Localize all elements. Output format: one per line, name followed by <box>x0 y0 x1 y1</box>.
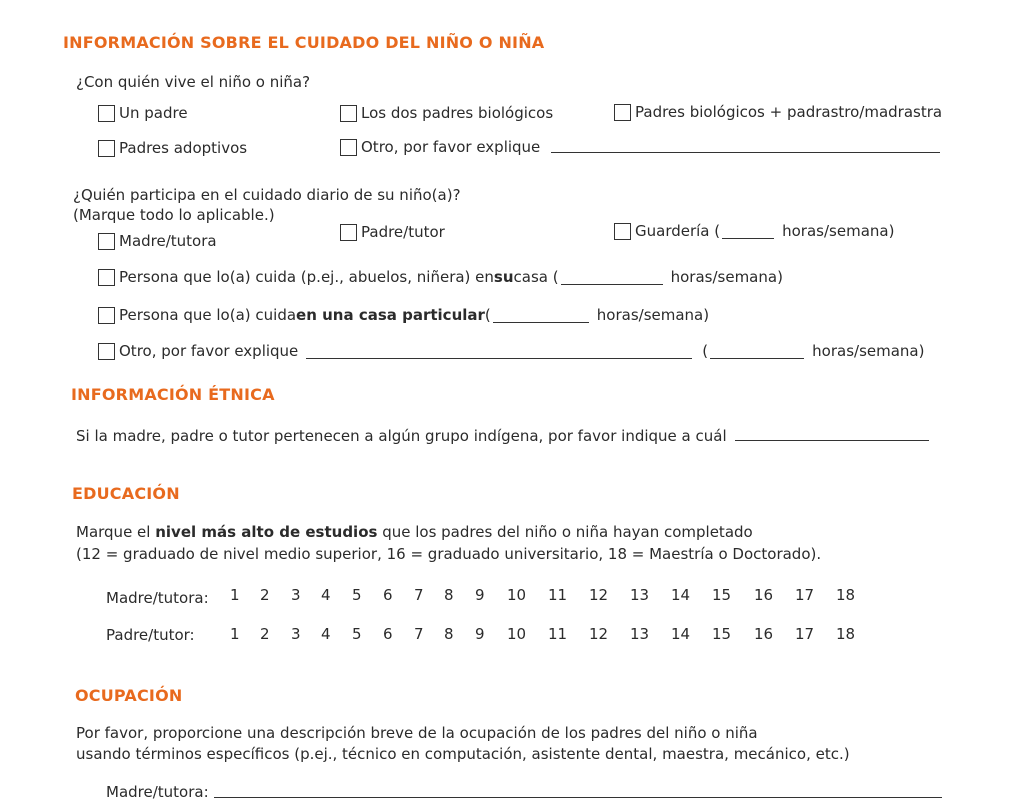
care-question-note: (Marque todo lo aplicable.) <box>73 206 275 224</box>
checkbox[interactable] <box>98 269 115 286</box>
checkbox[interactable] <box>340 105 357 122</box>
father-education-level-4[interactable]: 4 <box>321 625 331 643</box>
father-education-level-6[interactable]: 6 <box>383 625 393 643</box>
care-other[interactable]: Otro, por favor explique ( horas/semana) <box>98 342 924 360</box>
daycare-hours-line[interactable] <box>722 224 774 239</box>
option-both-bio-parents[interactable]: Los dos padres biológicos <box>340 104 553 122</box>
private-hours-line[interactable] <box>493 308 589 323</box>
ethnic-heading: INFORMACIÓN ÉTNICA <box>71 385 275 404</box>
ethnic-question: Si la madre, padre o tutor pertenecen a algún grupo indígena, por favor indique a cuál <box>76 426 929 445</box>
father-education-level-15[interactable]: 15 <box>712 625 732 643</box>
father-education-level-11[interactable]: 11 <box>548 625 568 643</box>
checkbox[interactable] <box>98 233 115 250</box>
father-education-level-8[interactable]: 8 <box>444 625 454 643</box>
checkbox[interactable] <box>98 105 115 122</box>
father-education-level-17[interactable]: 17 <box>795 625 815 643</box>
father-education-level-16[interactable]: 16 <box>754 625 774 643</box>
father-education-level-14[interactable]: 14 <box>671 625 691 643</box>
checkbox[interactable] <box>614 104 631 121</box>
father-education-level-2[interactable]: 2 <box>260 625 270 643</box>
father-education-level-13[interactable]: 13 <box>630 625 650 643</box>
option-adoptive-parents[interactable]: Padres adoptivos <box>98 139 247 157</box>
mother-occupation-label: Madre/tutora: <box>106 783 209 801</box>
mother-education-level-14[interactable]: 14 <box>671 586 691 604</box>
mother-education-level-2[interactable]: 2 <box>260 586 270 604</box>
mother-education-level-10[interactable]: 10 <box>507 586 527 604</box>
option-one-parent[interactable]: Un padre <box>98 104 188 122</box>
father-education-level-12[interactable]: 12 <box>589 625 609 643</box>
mother-education-level-17[interactable]: 17 <box>795 586 815 604</box>
checkbox[interactable] <box>340 224 357 241</box>
mother-education-level-12[interactable]: 12 <box>589 586 609 604</box>
mother-education-level-13[interactable]: 13 <box>630 586 650 604</box>
care-other-line[interactable] <box>306 344 692 359</box>
home-hours-line[interactable] <box>561 270 663 285</box>
checkbox[interactable] <box>98 140 115 157</box>
occupation-heading: OCUPACIÓN <box>75 686 183 705</box>
mother-education-level-11[interactable]: 11 <box>548 586 568 604</box>
care-other-hours-line[interactable] <box>710 344 804 359</box>
care-question: ¿Quién participa en el cuidado diario de su niño(a)? <box>73 186 461 204</box>
care-home-person[interactable]: Persona que lo(a) cuida (p.ej., abuelos, niñera) en su casa ( horas/semana) <box>98 268 783 286</box>
father-education-level-3[interactable]: 3 <box>291 625 301 643</box>
mother-occupation-line[interactable] <box>214 785 942 798</box>
mother-education-level-4[interactable]: 4 <box>321 586 331 604</box>
occupation-instruction-1: Por favor, proporcione una descripción breve de la ocupación de los padres del niño o niña <box>76 724 758 742</box>
father-education-level-18[interactable]: 18 <box>836 625 856 643</box>
childcare-heading: INFORMACIÓN SOBRE EL CUIDADO DEL NIÑO O NIÑA <box>63 33 545 52</box>
occupation-instruction-2: usando términos específicos (p.ej., técnico en computación, asistente dental, maestra, mecánico, etc.) <box>76 745 850 763</box>
father-education-label: Padre/tutor: <box>106 626 195 644</box>
mother-education-level-18[interactable]: 18 <box>836 586 856 604</box>
care-mother[interactable]: Madre/tutora <box>98 232 217 250</box>
checkbox[interactable] <box>98 307 115 324</box>
checkbox[interactable] <box>98 343 115 360</box>
checkbox[interactable] <box>614 223 631 240</box>
checkbox[interactable] <box>340 139 357 156</box>
mother-education-level-15[interactable]: 15 <box>712 586 732 604</box>
mother-education-level-6[interactable]: 6 <box>383 586 393 604</box>
mother-education-level-7[interactable]: 7 <box>414 586 424 604</box>
lives-with-question: ¿Con quién vive el niño o niña? <box>76 73 311 91</box>
education-instruction: Marque el nivel más alto de estudios que los padres del niño o niña hayan completado <box>76 523 753 541</box>
mother-education-level-9[interactable]: 9 <box>475 586 485 604</box>
mother-education-level-1[interactable]: 1 <box>230 586 240 604</box>
father-education-level-9[interactable]: 9 <box>475 625 485 643</box>
option-bio-plus-step[interactable]: Padres biológicos + padrastro/madrastra <box>614 103 942 121</box>
care-father[interactable]: Padre/tutor <box>340 223 445 241</box>
father-education-level-10[interactable]: 10 <box>507 625 527 643</box>
father-education-level-7[interactable]: 7 <box>414 625 424 643</box>
mother-education-label: Madre/tutora: <box>106 589 209 607</box>
education-scale-note: (12 = graduado de nivel medio superior, 16 = graduado universitario, 18 = Maestría o Doctorado). <box>76 545 822 563</box>
mother-education-level-5[interactable]: 5 <box>352 586 362 604</box>
ethnic-answer-line[interactable] <box>735 426 929 441</box>
mother-education-level-8[interactable]: 8 <box>444 586 454 604</box>
father-education-level-5[interactable]: 5 <box>352 625 362 643</box>
mother-education-level-3[interactable]: 3 <box>291 586 301 604</box>
other-lives-with-line[interactable] <box>551 140 940 153</box>
mother-education-level-16[interactable]: 16 <box>754 586 774 604</box>
option-other-lives-with[interactable]: Otro, por favor explique <box>340 138 540 156</box>
father-education-level-1[interactable]: 1 <box>230 625 240 643</box>
care-daycare[interactable]: Guardería ( horas/semana) <box>614 222 894 240</box>
care-private-house[interactable]: Persona que lo(a) cuida en una casa particular ( horas/semana) <box>98 306 709 324</box>
education-heading: EDUCACIÓN <box>72 484 180 503</box>
